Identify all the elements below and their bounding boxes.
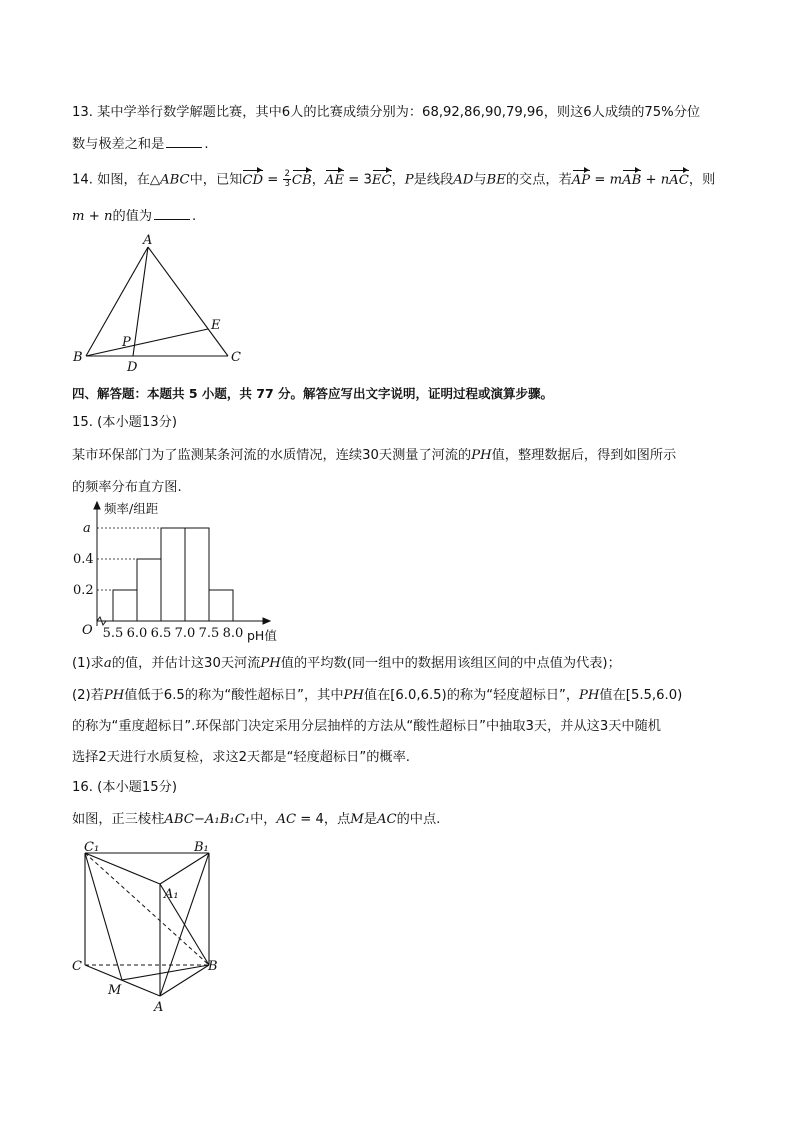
math-var: PH [579,688,600,703]
math-var: PH [260,656,281,671]
y-tick-label: 0.2 [73,583,94,598]
segment-ab [86,247,148,356]
q14-text: 与 [473,172,487,188]
fraction-two-thirds [283,170,290,189]
plus: + [84,209,104,224]
q14-text: ，则 [688,172,716,188]
segment-m-b [122,965,209,980]
vector-ec: EC [372,171,392,191]
vector-ae: AE [325,171,344,191]
q14-text: 的交点，若 [505,172,572,188]
label-a: A [143,233,153,248]
q16-text: 的中点. [396,812,441,827]
label-a: A [154,1000,164,1015]
vector-ab: AB [622,171,641,191]
histogram-bar [161,528,185,621]
math-var: ABC [160,172,190,188]
q14-line-2 [72,207,196,227]
histogram-bar [113,590,137,621]
y-tick-label: 0.4 [73,552,94,567]
math-var: PH [343,688,364,703]
q16-text: 是 [363,812,377,827]
math-var: m [609,172,623,188]
section-heading: 四、解答题：本题共 5 小题，共 77 分。解答应写出文字说明，证明过程或演算步骤。 [72,386,554,401]
x-tick-label: 6.5 [150,626,172,641]
q15-text: 某市环保部门为了监测某条河流的水质情况，连续30天测量了河流的 [72,448,472,463]
x-axis-arrow [263,618,270,624]
q14-text: 是线段 [413,172,454,188]
x-axis-label: pH值 [247,628,277,643]
q15-text: 值在[5.5,6.0) [599,688,683,703]
vector-ac: AC [669,171,689,191]
q15-header: 15. (本小题13分) [72,415,177,430]
edge-b1-a1 [160,853,209,884]
math-var: PH [471,448,492,463]
label-c: C [231,350,241,365]
segment-be [86,329,208,356]
q15-text: 值低于6.5的称为“酸性超标日”，其中 [124,688,344,703]
histogram-bar [185,528,209,621]
segment-c1-m [85,853,122,980]
histogram-bar [209,590,233,621]
frac-num: 2 [284,169,290,179]
frac-den: 3 [284,179,290,189]
q16-text: 如图，正三棱柱 [72,812,165,827]
plus: + [641,172,661,188]
q15-text: 值，整理数据后，得到如图所示 [491,448,677,463]
label-e: E [211,318,221,333]
q16-header: 16. (本小题15分) [72,780,177,795]
y-axis-arrow [94,502,100,509]
label-b: B [208,959,218,974]
math-var: n [660,172,670,188]
comma: ， [311,172,325,188]
math-var: n [103,209,113,224]
math-var: m [72,209,85,224]
math-var: PH [103,688,125,703]
vector-ap: AP [572,171,590,191]
x-tick-label: 7.0 [174,626,196,641]
q14-period: . [192,209,197,224]
equals: = [590,172,610,188]
x-tick-label: 7.5 [198,626,220,641]
equals: = 3 [344,172,372,188]
q13-line-2 [72,135,209,155]
edge-c1-a1 [85,853,160,884]
vector-cd: CD [242,171,263,191]
q14-text: 14. 如图，在△ [72,172,161,188]
q15-part-2-line-2: 的称为“重度超标日”.环保部门决定采用分层抽样的方法从“酸性超标日”中抽取3天，并从这3天中随机 [72,719,661,734]
hidden-segment-c1-b [85,853,209,965]
q15-intro-1 [72,446,676,466]
x-tick-label: 5.5 [102,626,124,641]
q15-intro-2: 的频率分布直方图. [72,480,182,495]
q15-part-1 [72,654,621,674]
q13-period: . [204,137,209,152]
math-var: AC [276,812,297,827]
q15-part-2-line-1 [72,686,682,706]
label-p: P [122,335,131,350]
vector-cb: CB [292,171,312,191]
q14-line-1 [72,170,715,191]
q14-text: 的值为 [112,209,153,224]
q15-text: 值在[6.0,6.5)的称为“轻度超标日”， [363,688,580,703]
label-m: M [108,983,122,998]
prism-figure [68,838,238,1018]
q15-text: (2)若 [72,688,104,703]
q16-text: 中， [250,812,277,827]
q13-text: 数与极差之和是 [72,137,165,152]
x-tick-label: 8.0 [222,626,244,641]
label-c: C [72,959,82,974]
y-tick-label: a [83,521,91,536]
label-a1: A₁ [164,887,179,902]
q15-text: 的值，并估计这30天河流 [111,656,261,671]
answer-blank [166,135,202,148]
triangle-figure [70,230,260,375]
frequency-histogram [70,498,300,648]
segment-ad [133,247,148,356]
q13-line-1: 13. 某中学举行数学解题比赛，其中6人的比赛成绩分别为：68,92,86,90,79,96，则这6人成绩的75%分位 [72,105,701,120]
origin-label: O [82,623,93,638]
label-c1: C₁ [84,840,100,855]
histogram-bar [137,559,161,621]
comma: ， [391,172,405,188]
segment-b1-a [160,853,209,996]
math-var: P [404,172,414,188]
q15-text: (1)求 [72,656,104,671]
x-tick-label: 6.0 [126,626,148,641]
q15-part-2-line-3: 选择2天进行水质复检，求这2天都是“轻度超标日”的概率. [72,750,410,765]
equals: = [263,172,283,188]
q15-text: 值的平均数(同一组中的数据用该组区间的中点值为代表)； [280,656,621,671]
math-var: BE [486,172,506,188]
math-var: a [103,656,112,671]
answer-blank [154,207,190,220]
math-var: ABC−A₁B₁C₁ [164,812,251,827]
q14-text: 中，已知 [189,172,243,188]
edge-c-a [85,965,160,996]
math-var: AC [376,812,397,827]
label-d: D [127,360,138,375]
y-axis-label: 频率/组距 [104,501,159,516]
q16-text: = 4，点 [296,812,351,827]
math-var: M [350,812,364,827]
q16-line-1 [72,810,440,830]
math-var: AD [453,172,474,188]
label-b1: B₁ [194,840,209,855]
label-b: B [73,350,83,365]
